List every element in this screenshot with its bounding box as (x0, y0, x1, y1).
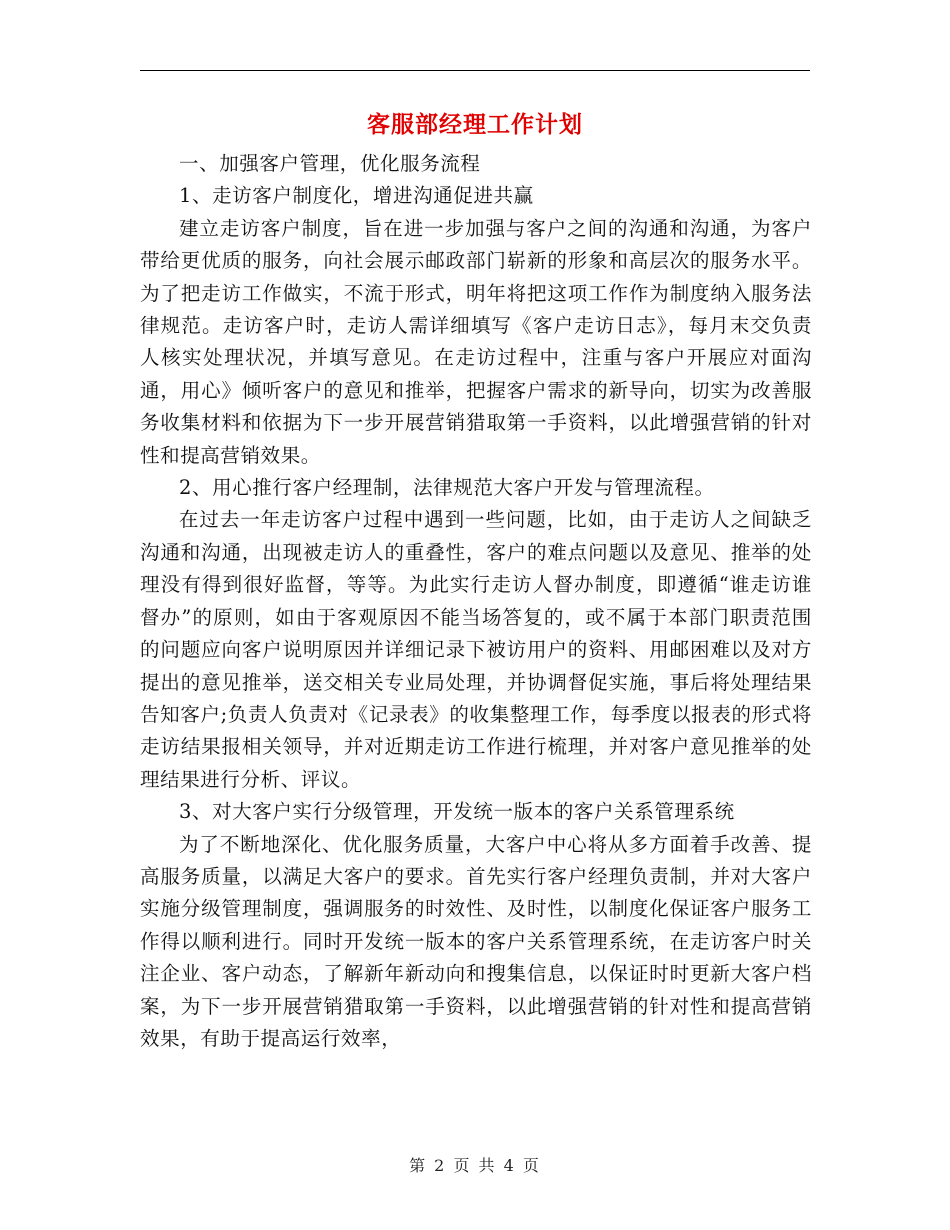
page-number-footer: 第 2 页 共 4 页 (409, 1156, 541, 1175)
paragraph-2: 在过去一年走访客户过程中遇到一些问题，比如，由于走访人之间缺乏沟通和沟通，出现被走访人的重叠性，客户的难点问题以及意见、推举的处理没有得到很好监督，等等。为此实行走访人督办制度，即遵循“谁走访谁督办”的原则，如由于客观原因不能当场答复的，或不属于本部门职责范围的问题应向客户说明原因并详细记录下被访用户的资料、用邮困难以及对方提出的意见推举，送交相关专业局处理，并协调督促实施，事后将处理结果告知客户;负责人负责对《记录表》的收集整理工作，每季度以报表的形式将走访结果报相关领导，并对近期走访工作进行梳理，并对客户意见推举的处理结果进行分析、评议。 (140, 508, 812, 791)
section-heading-1: 一、加强客户管理，优化服务流程 (179, 152, 481, 175)
paragraph-1: 建立走访客户制度，旨在进一步加强与客户之间的沟通和沟通，为客户带给更优质的服务，向社会展示邮政部门崭新的形象和高层次的服务水平。为了把走访工作做实，不流于形式，明年将把这项工作作为制度纳入服务法律规范。走访客户时，走访人需详细填写《客户走访日志》，每月末交负责人核实处理状况，并填写意见。在走访过程中，注重与客户开展应对面沟通，用心》倾听客户的意见和推举，把握客户需求的新导向，切实为改善服务收集材料和依据为下一步开展营销猎取第一手资料，以此增强营销的针对性和提高营销效果。 (140, 216, 812, 467)
subsection-heading-3: 3、对大客户实行分级管理，开发统一版本的客户关系管理系统 (179, 800, 735, 824)
subsection-heading-2: 2、用心推行客户经理制，法律规范大客户开发与管理流程。 (179, 476, 715, 500)
subsection-heading-1: 1、走访客户制度化，增进沟通促进共赢 (179, 184, 534, 208)
header-rule (140, 70, 810, 71)
document-title: 客服部经理工作计划 (367, 111, 583, 138)
paragraph-3: 为了不断地深化、优化服务质量，大客户中心将从多方面着手改善、提高服务质量，以满足大客户的要求。首先实行客户经理负责制，并对大客户实施分级管理制度，强调服务的时效性、及时性，以制度化保证客户服务工作得以顺利进行。同时开发统一版本的客户关系管理系统，在走访客户时关注企业、客户动态，了解新年新动向和搜集信息，以保证时时更新大客户档案，为下一步开展营销猎取第一手资料，以此增强营销的针对性和提高营销效果，有助于提高运行效率， (140, 832, 812, 1050)
document-body (140, 148, 812, 1055)
